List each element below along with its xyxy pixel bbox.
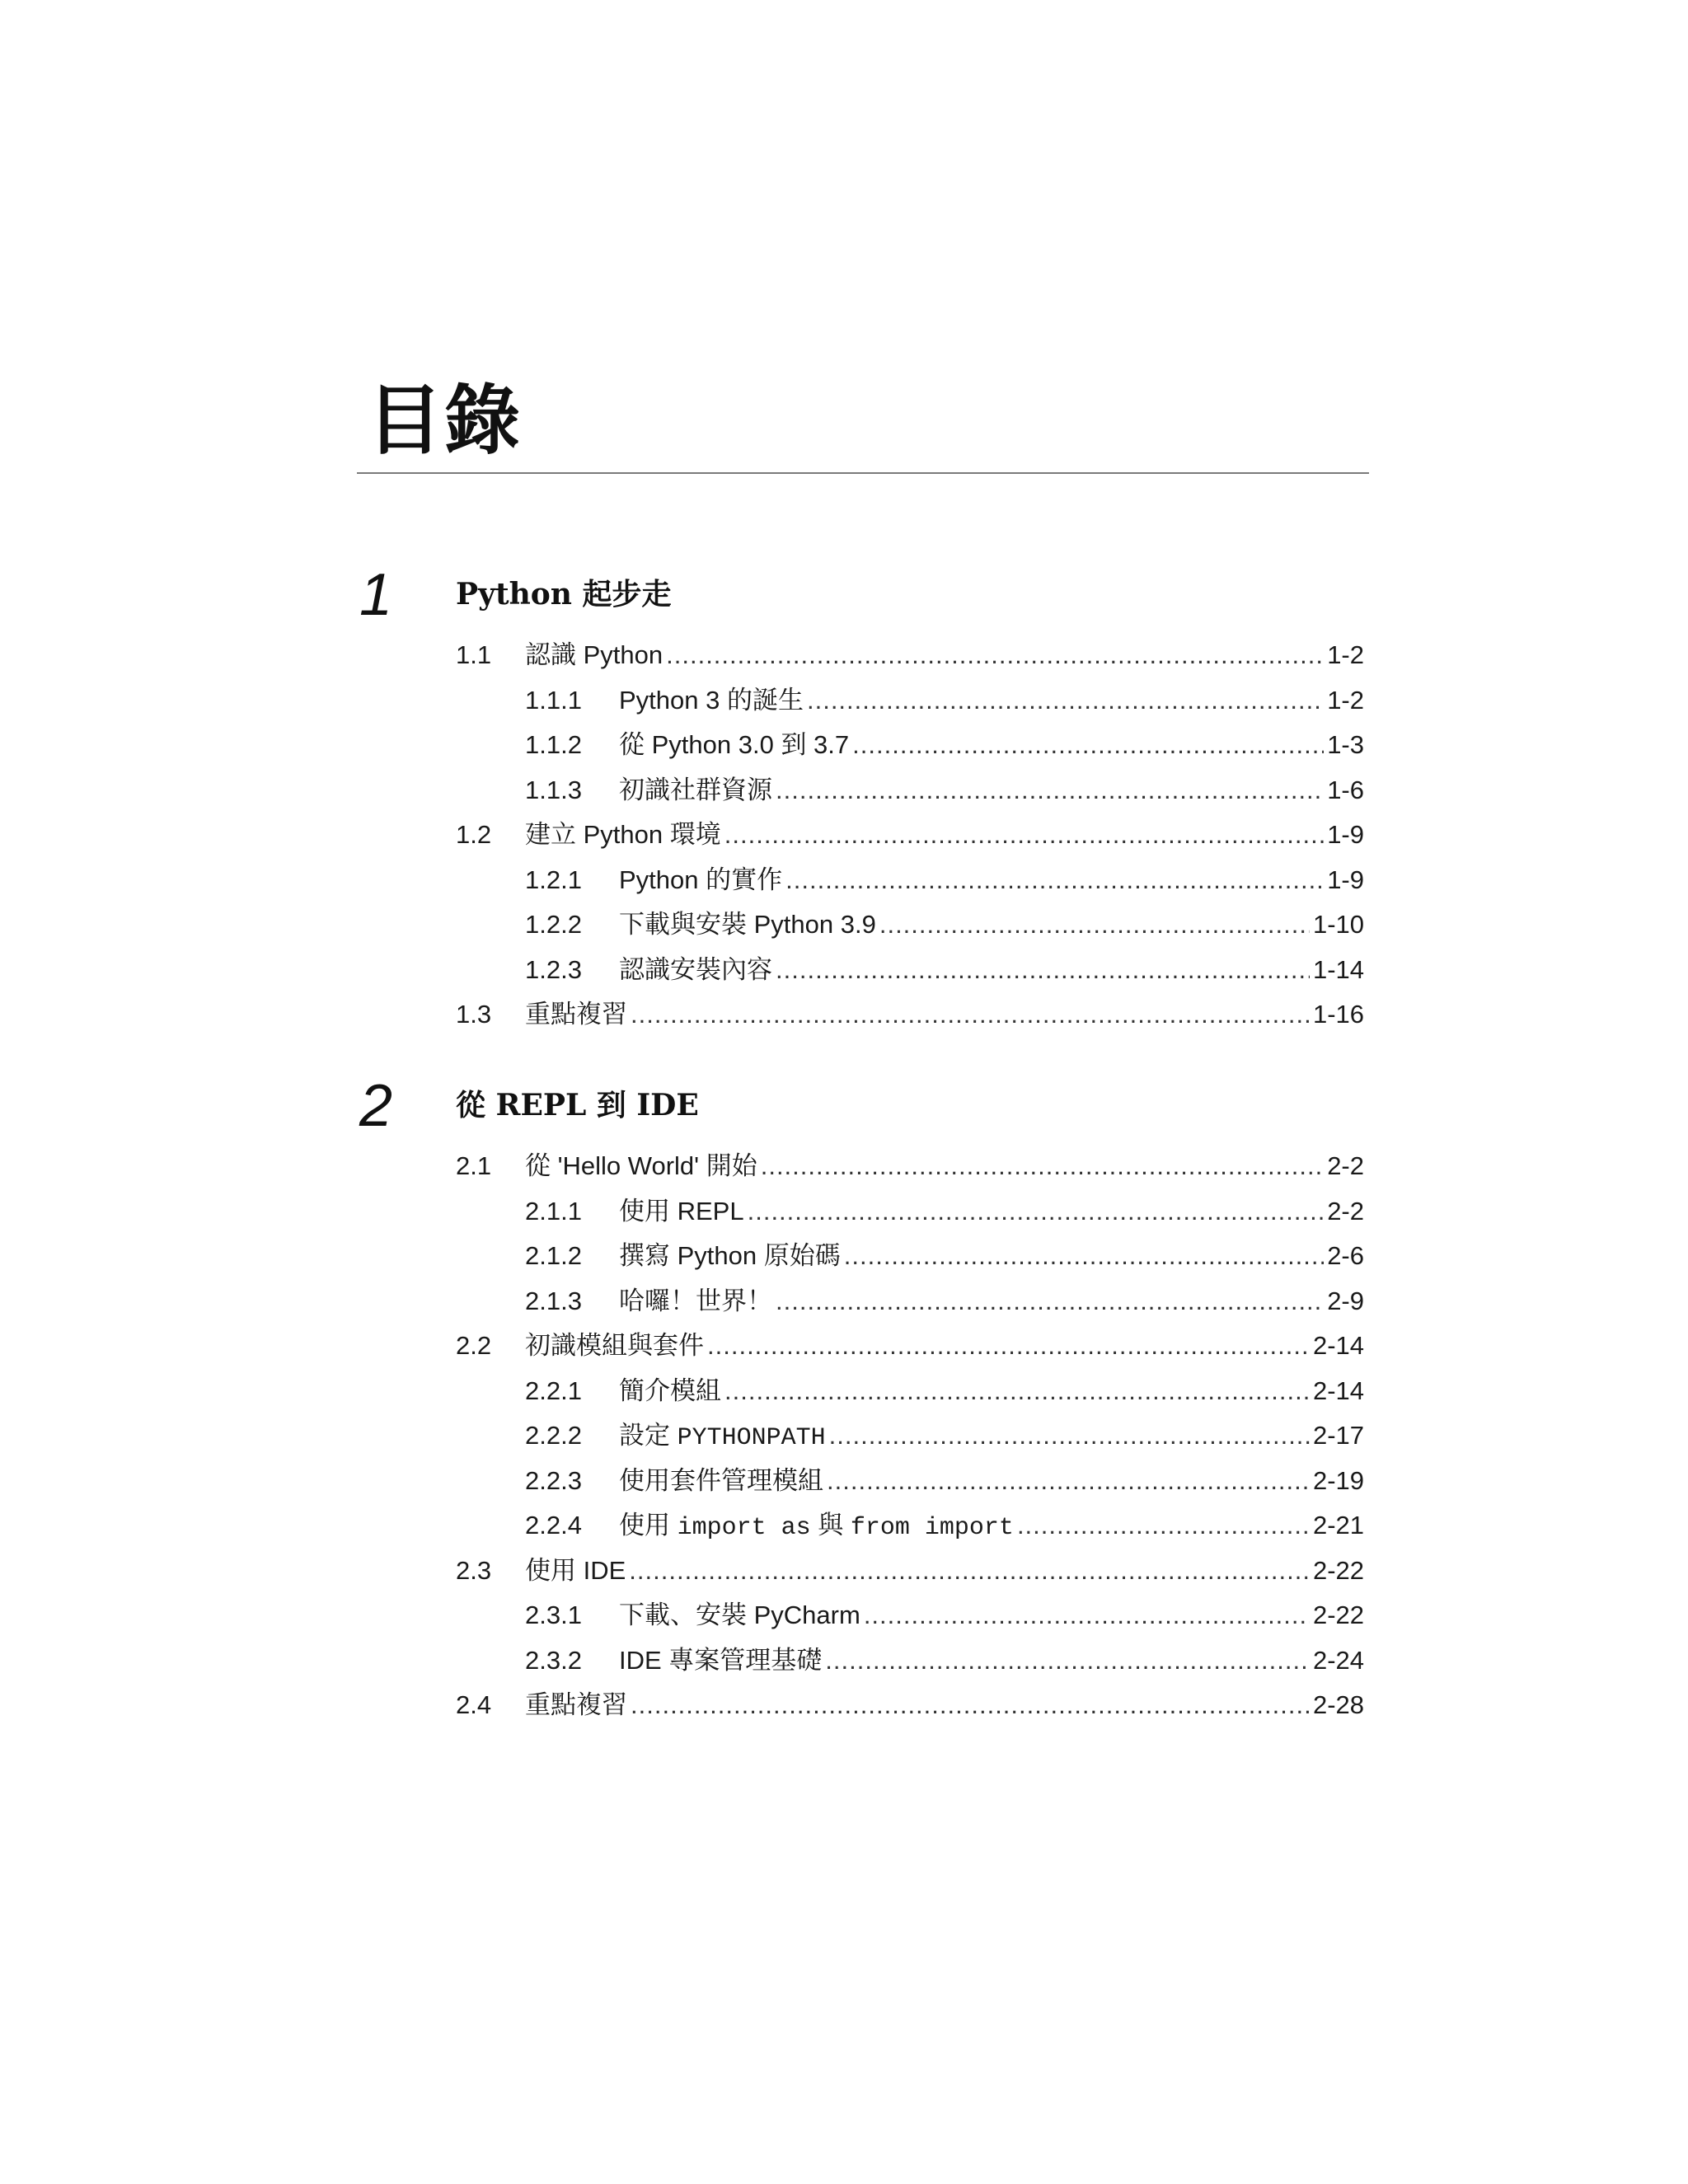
page-number: 2-22 <box>1312 1555 1364 1585</box>
entry-row <box>619 902 1364 947</box>
section-number: 2.3.1 <box>525 1601 582 1629</box>
chapter-number: 2 <box>359 1073 393 1139</box>
entry-row <box>525 1144 1364 1188</box>
toc-entry[interactable] <box>0 1189 1688 1235</box>
section-number: 1.1 <box>456 640 492 669</box>
dot-leader <box>807 678 1324 723</box>
toc-list <box>0 1144 1688 1728</box>
dot-leader <box>666 633 1324 677</box>
section-title <box>619 1503 1014 1550</box>
entry-row <box>525 813 1364 857</box>
section-number: 2.4 <box>456 1690 492 1719</box>
page-number: 2-14 <box>1312 1331 1364 1360</box>
page-number: 2-22 <box>1312 1601 1364 1629</box>
entry-row <box>619 678 1364 723</box>
dot-leader <box>707 1324 1310 1368</box>
section-title: 哈囉！世界！ <box>619 1286 772 1315</box>
section-title: 使用 REPL <box>619 1196 744 1226</box>
dot-leader <box>629 1549 1310 1593</box>
dot-leader <box>864 1593 1310 1638</box>
toc-entry[interactable] <box>0 1324 1688 1369</box>
toc-entry[interactable] <box>0 948 1688 993</box>
title-text: 設定 <box>619 1421 678 1450</box>
entry-row <box>525 992 1364 1037</box>
entry-row <box>619 858 1364 902</box>
toc-entry[interactable] <box>0 813 1688 858</box>
page-number: 2-2 <box>1327 1151 1364 1180</box>
section-number: 2.2.1 <box>525 1376 582 1405</box>
section-title: 簡介模組 <box>619 1376 721 1405</box>
section-title: 認識 Python <box>525 640 663 669</box>
section-title: 從 Python 3.0 到 3.7 <box>619 730 850 759</box>
section-number: 1.1.1 <box>525 685 582 715</box>
section-number: 1.1.2 <box>525 730 582 759</box>
dot-leader <box>829 1413 1310 1458</box>
toc-entry[interactable] <box>0 858 1688 903</box>
entry-row <box>619 1189 1364 1234</box>
entry-row <box>619 768 1364 813</box>
section-title <box>619 1413 826 1460</box>
section-title: 重點複習 <box>525 1690 627 1719</box>
section-number: 2.3.2 <box>525 1645 582 1675</box>
page-number: 2-9 <box>1327 1286 1364 1315</box>
page-number: 2-14 <box>1312 1376 1364 1405</box>
toc-entry[interactable] <box>0 1279 1688 1324</box>
section-title: 初識社群資源 <box>619 775 772 804</box>
page-number: 1-2 <box>1327 685 1364 715</box>
page-number: 1-2 <box>1327 640 1364 669</box>
entry-row <box>619 1638 1364 1683</box>
toc-entry[interactable] <box>0 768 1688 813</box>
toc-entry[interactable] <box>0 1234 1688 1279</box>
entry-row <box>619 723 1364 767</box>
code-term: import as <box>677 1514 811 1542</box>
section-number: 2.1.1 <box>525 1196 582 1226</box>
page-number: 2-6 <box>1327 1241 1364 1270</box>
section-number: 2.2.2 <box>525 1421 582 1450</box>
section-number: 2.2.3 <box>525 1465 582 1495</box>
page-number: 2-24 <box>1312 1645 1364 1675</box>
section-number: 1.2 <box>456 820 492 849</box>
section-title: Python 3 的誕生 <box>619 685 804 715</box>
entry-row <box>619 1503 1364 1550</box>
dot-leader <box>852 723 1324 767</box>
section-title: 下載與安裝 Python 3.9 <box>619 910 876 939</box>
section-number: 2.3 <box>456 1555 492 1585</box>
dot-leader <box>776 948 1310 992</box>
dot-leader <box>724 1369 1310 1413</box>
section-number: 1.2.2 <box>525 910 582 939</box>
toc-entry[interactable] <box>0 1683 1688 1728</box>
dot-leader <box>785 858 1324 902</box>
toc-entry[interactable] <box>0 633 1688 678</box>
section-number: 2.1 <box>456 1151 492 1180</box>
section-title: IDE 專案管理基礎 <box>619 1645 823 1675</box>
chapter-title[interactable]: 從 REPL 到 IDE <box>456 1088 699 1122</box>
section-number: 2.2 <box>456 1331 492 1360</box>
page-number: 1-14 <box>1312 954 1364 984</box>
section-title: 初識模組與套件 <box>525 1331 704 1360</box>
page-number: 1-16 <box>1312 1000 1364 1029</box>
section-number: 2.1.3 <box>525 1286 582 1315</box>
entry-row <box>619 948 1364 992</box>
entry-row <box>619 1369 1364 1413</box>
page-number: 1-9 <box>1327 820 1364 849</box>
toc-entry[interactable] <box>0 1459 1688 1504</box>
page-number: 1-9 <box>1327 865 1364 894</box>
section-title: 使用套件管理模組 <box>619 1465 823 1495</box>
entry-row <box>619 1279 1364 1324</box>
toc-entry[interactable] <box>0 723 1688 768</box>
chapter-number: 1 <box>359 562 393 628</box>
page-number: 2-21 <box>1312 1511 1364 1540</box>
section-number: 2.1.2 <box>525 1241 582 1270</box>
toc-entry[interactable] <box>0 902 1688 948</box>
toc-list <box>0 633 1688 1038</box>
section-title: 重點複習 <box>525 1000 627 1029</box>
entry-row <box>619 1413 1364 1460</box>
entry-row <box>619 1593 1364 1638</box>
code-term: PYTHONPATH <box>677 1424 826 1452</box>
section-title: 建立 Python 環境 <box>525 820 721 849</box>
dot-leader <box>879 902 1310 947</box>
title-text: 使用 <box>619 1511 678 1540</box>
dot-leader <box>844 1234 1324 1278</box>
dot-leader <box>761 1144 1324 1188</box>
entry-row <box>525 1324 1364 1368</box>
dot-leader <box>724 813 1324 857</box>
toc-entry[interactable] <box>0 992 1688 1038</box>
toc-entry[interactable] <box>0 1549 1688 1594</box>
dot-leader <box>776 768 1324 813</box>
page-number: 1-6 <box>1327 775 1364 804</box>
title-divider <box>357 472 1369 474</box>
entry-row <box>525 1683 1364 1727</box>
entry-row <box>525 633 1364 677</box>
page-number: 1-3 <box>1327 730 1364 759</box>
entry-row <box>525 1549 1364 1593</box>
dot-leader <box>827 1459 1310 1503</box>
toc-entry[interactable] <box>0 1413 1688 1459</box>
dot-leader <box>631 992 1310 1037</box>
page-number: 2-28 <box>1312 1690 1364 1719</box>
page-title: 目錄 <box>367 376 523 465</box>
section-number: 1.2.1 <box>525 865 582 894</box>
section-title: 撰寫 Python 原始碼 <box>619 1241 841 1270</box>
toc-entry[interactable] <box>0 678 1688 724</box>
page-number: 2-2 <box>1327 1196 1364 1226</box>
chapter-title[interactable]: Python 起步走 <box>456 577 672 612</box>
page-number: 2-17 <box>1312 1421 1364 1450</box>
section-number: 1.1.3 <box>525 775 582 804</box>
section-number: 2.2.4 <box>525 1511 582 1540</box>
section-number: 1.2.3 <box>525 954 582 984</box>
section-title: 認識安裝內容 <box>619 954 772 984</box>
toc-entry[interactable] <box>0 1638 1688 1684</box>
toc-entry[interactable] <box>0 1503 1688 1549</box>
section-title: 從 'Hello World' 開始 <box>525 1151 757 1180</box>
entry-row <box>619 1234 1364 1278</box>
dot-leader <box>631 1683 1310 1727</box>
section-title: 下載、安裝 PyCharm <box>619 1601 860 1629</box>
dot-leader <box>1017 1503 1310 1548</box>
dot-leader <box>776 1279 1324 1324</box>
toc-entry[interactable] <box>0 1144 1688 1189</box>
dot-leader <box>825 1638 1310 1683</box>
section-title: Python 的實作 <box>619 865 783 894</box>
entry-row <box>619 1459 1364 1503</box>
title-text: 與 <box>810 1511 851 1540</box>
section-title: 使用 IDE <box>525 1555 626 1585</box>
section-number: 1.3 <box>456 1000 492 1029</box>
code-term: from import <box>850 1514 1014 1542</box>
toc-entry[interactable] <box>0 1593 1688 1638</box>
page-number: 2-19 <box>1312 1465 1364 1495</box>
toc-entry[interactable] <box>0 1369 1688 1414</box>
page-number: 1-10 <box>1312 910 1364 939</box>
dot-leader <box>748 1189 1325 1234</box>
